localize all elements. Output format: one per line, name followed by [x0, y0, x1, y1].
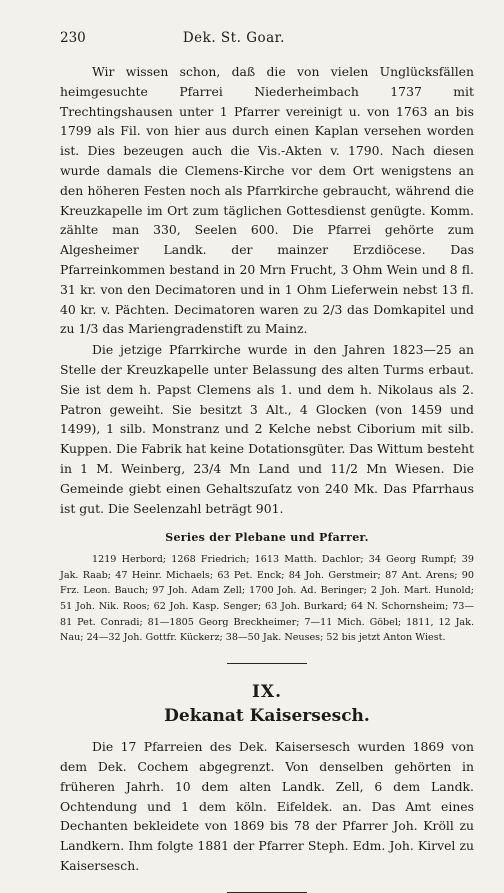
series-heading: Series der Plebane und Pfarrer. — [165, 531, 369, 545]
page-number: 230 — [60, 30, 86, 46]
running-header — [60, 30, 474, 46]
section-numeral: IX. — [251, 681, 283, 702]
series-list: 1219 Herbord; 1268 Friedrich; 1613 Matth. Dachlor; 34 Georg Rumpf; 39 Jak. Raab; 47 Heinr. Michaels; 63 Pet. Enck; 84 Joh. Gerstmeir; 87 Ant. Arens; 90 Frz. Leon. Bauch; 97 Joh. Adam Zell; 1700 Joh. Ad. Beringer; 2 Joh. Mart. Hunold; 51 Joh. Nik. Roos; 62 Joh. Kasp. Senger; 63 Joh. Burkard; 64 N. Schornsheim; 73—81 Pet. Conradi; 81—1805 Georg Breckheimer; 7—11 Mich. Göbel; 1811, 12 Jak. Nau; 24—32 Joh. Gottfr. Kückerz; 38—50 Jak. Neuses; 52 bis jetzt Anton Wiest. — [60, 554, 474, 644]
paragraph-pfarrkirche: Die jetzige Pfarrkirche wurde in den Jahren 1823—25 an Stelle der Kreuzkapelle unter Belassung des alten Turms erbaut. Sie ist dem h. Papst Clemens als 1. und dem h. Nikolaus als 2. Patron geweiht. Sie besitzt 3 Alt., 4 Glocken (von 1459 und 1499), 1 silb. Monstranz und 2 Kelche nebst Ciborium mit silb. Kuppen. Die Fabrik hat keine Dotationsgüter. Das Wittum besteht in 1 M. Weinberg, 23/4 Mn Land und 11/2 Mn Wiesen. Die Gemeinde giebt einen Gehaltszuſatz von 240 Mk. Das Pfarrhaus ist gut. Die Seelenzahl beträgt 901. — [60, 342, 474, 516]
section-divider — [227, 663, 307, 664]
section-title: Dekanat Kaisersesch. — [164, 706, 370, 727]
paragraph-kaisersesch: Die 17 Pfarreien des Dek. Kaisersesch wurden 1869 von dem Dek. Cochem abgegrenzt. Von denselben gehörten in früheren Jahrh. 10 dem alten Landk. Zell, 6 dem Landk. Ochtendung und 1 dem köln. Eifeldek. an. Das Amt eines Dechanten bekleidete von 1869 bis 78 der Pfarrer Joh. Kröll zu Landkern. Ihm folgte 1881 der Pfarrer Steph. Edm. Joh. Kirvel zu Kaisersesch. — [60, 739, 474, 874]
main-text — [60, 62, 474, 893]
running-title: Dek. St. Goar. — [182, 30, 285, 46]
paragraph-niederheimbach: Wir wissen schon, daß die von vielen Unglücksfällen heimgesuchte Pfarrei Niederheimbach 1737 mit Trechtingshausen unter 1 Pfarrer vereinigt u. von 1763 an bis 1799 als Fil. von hier aus durch einen Kaplan versehen worden ist. Dies bezeugen auch die Vis.-Akten v. 1790. Nach diesen wurde damals die Clemens-Kirche vor dem Ort wenigstens an den höheren Festen noch als Pfarrkirche gebraucht, während die Kreuzkapelle im Ort zum täglichen Gottesdienst genügte. Komm. zählte man 330, Seelen 600. Die Pfarrei gehörte zum Algesheimer Landk. der mainzer Erzdiöcese. Das Pfarreinkommen bestand in 20 Mrn Frucht, 3 Ohm Wein und 8 fl. 31 kr. von den Decimatoren und in 1 Ohm Lieferwein nebst 13 fl. 40 kr. v. Pächten. Decimatoren waren zu 2/3 das Domkapitel und zu 1/3 das Mariengradenstift zu Mainz. — [60, 64, 474, 337]
